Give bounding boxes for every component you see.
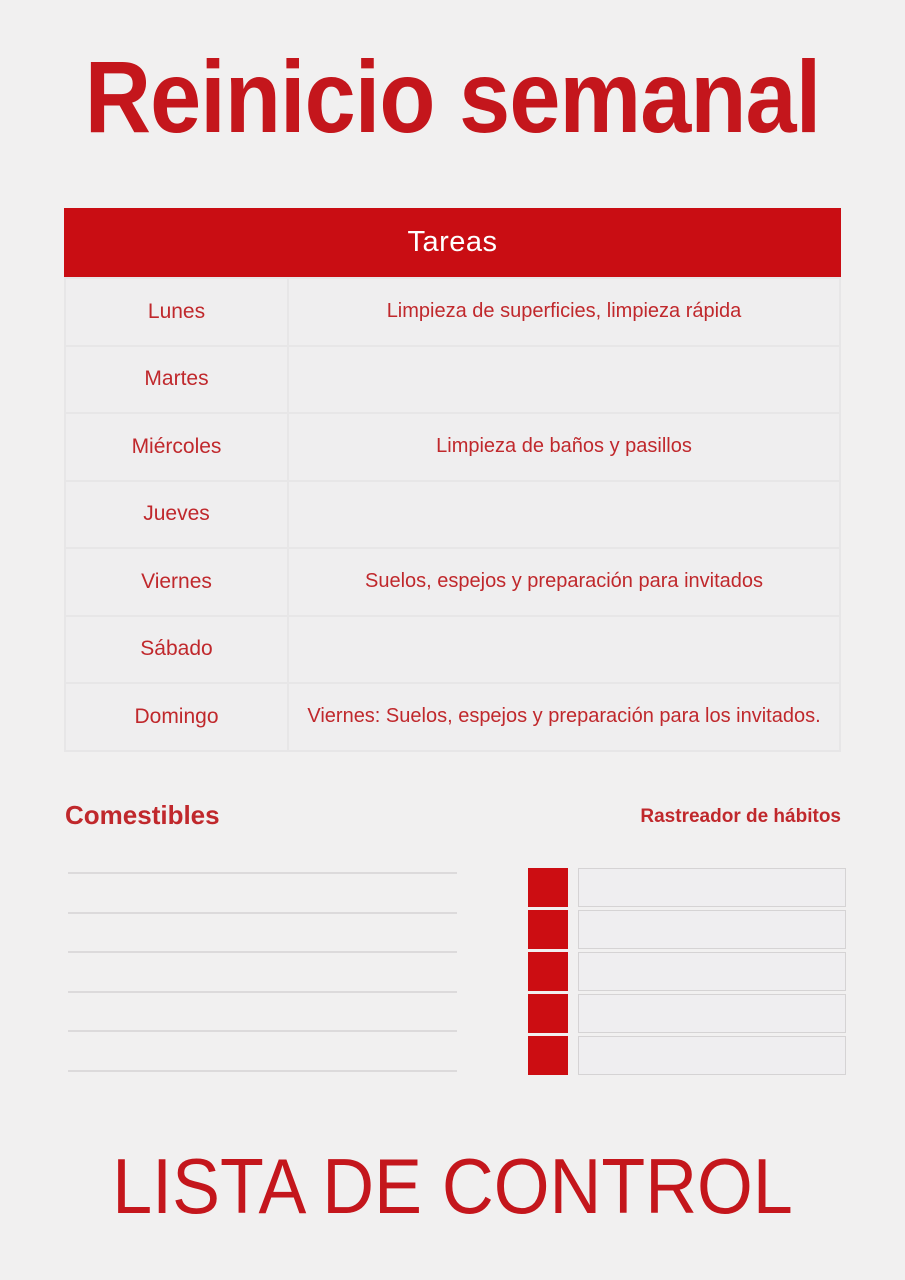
habit-field	[578, 868, 846, 907]
habit-field	[578, 1036, 846, 1075]
task-cell-viernes: Suelos, espejos y preparación para invitados	[289, 549, 839, 615]
habit-tracker-heading: Rastreador de hábitos	[640, 806, 841, 827]
habit-checkbox-marker	[528, 952, 568, 991]
grocery-line	[68, 991, 457, 993]
grocery-line	[68, 1030, 457, 1032]
habit-row	[528, 910, 848, 949]
grocery-line	[68, 1070, 457, 1072]
grocery-line	[68, 951, 457, 953]
tasks-table-header: Tareas	[64, 208, 841, 277]
day-cell-jueves: Jueves	[66, 482, 287, 548]
grocery-line	[68, 872, 457, 874]
page-title: Reinicio semanal	[84, 40, 821, 154]
habit-checkbox-marker	[528, 868, 568, 907]
habit-row	[528, 1036, 848, 1075]
day-cell-domingo: Domingo	[66, 684, 287, 750]
habit-row	[528, 952, 848, 991]
habit-tracker	[528, 868, 848, 1078]
task-cell-miercoles: Limpieza de baños y pasillos	[289, 414, 839, 480]
habit-checkbox-marker	[528, 1036, 568, 1075]
habit-row	[528, 994, 848, 1033]
task-cell-lunes: Limpieza de superficies, limpieza rápida	[289, 279, 839, 345]
tasks-table	[64, 208, 841, 752]
habit-field	[578, 952, 846, 991]
task-cell-domingo: Viernes: Suelos, espejos y preparación para los invitados.	[289, 684, 839, 750]
habit-checkbox-marker	[528, 910, 568, 949]
groceries-heading: Comestibles	[65, 800, 220, 830]
day-cell-sabado: Sábado	[66, 617, 287, 683]
day-cell-miercoles: Miércoles	[66, 414, 287, 480]
habit-field	[578, 994, 846, 1033]
day-cell-lunes: Lunes	[66, 279, 287, 345]
habit-checkbox-marker	[528, 994, 568, 1033]
grocery-lines	[68, 872, 457, 1110]
tasks-table-body	[64, 277, 841, 752]
footer-title: LISTA DE CONTROL	[112, 1142, 793, 1230]
day-cell-martes: Martes	[66, 347, 287, 413]
task-cell-sabado	[289, 617, 839, 683]
habit-field	[578, 910, 846, 949]
task-cell-jueves	[289, 482, 839, 548]
grocery-line	[68, 912, 457, 914]
day-cell-viernes: Viernes	[66, 549, 287, 615]
habit-row	[528, 868, 848, 907]
task-cell-martes	[289, 347, 839, 413]
